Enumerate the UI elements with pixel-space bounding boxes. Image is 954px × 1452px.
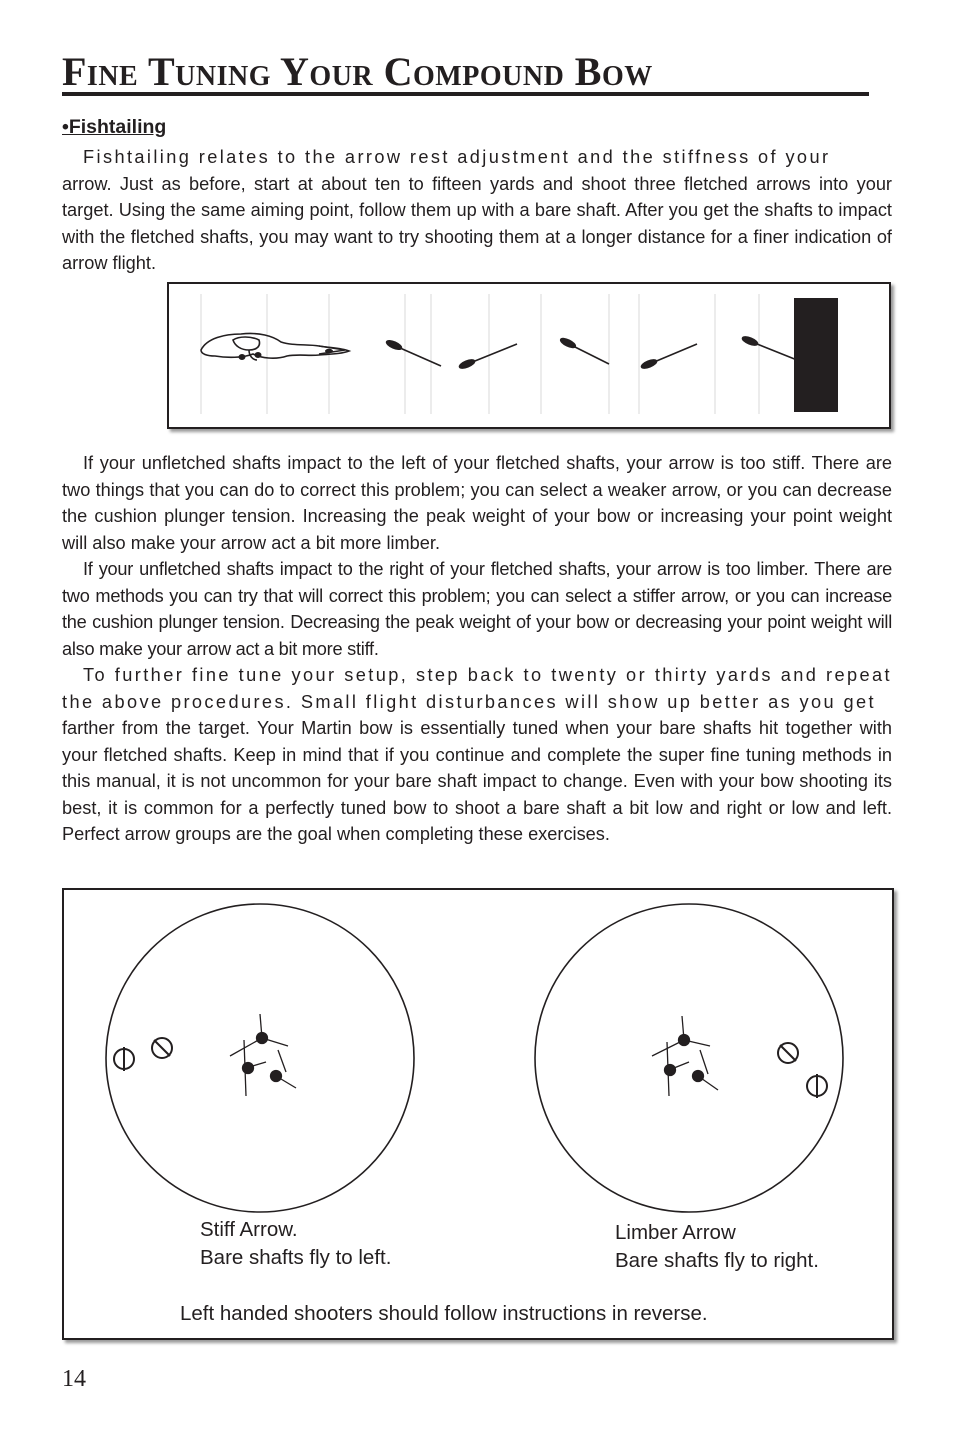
limber-bare-shaft-2 — [807, 1074, 827, 1098]
stiff-fletched-group — [230, 1014, 296, 1096]
archer-hand-icon — [201, 333, 349, 360]
stiff-caption-detail: Bare shafts fly to left. — [200, 1246, 392, 1269]
fine-tune-first-lines: To further fine tune your setup, step back to twenty or thirty yards and repeat the above procedures. Small flight disturbances will show up better as you get — [62, 665, 892, 712]
page-number: 14 — [62, 1366, 86, 1392]
stiff-arrow-target — [106, 904, 414, 1212]
arrow-flight-illustration — [169, 284, 889, 427]
limber-arrow-paragraph: If your unfletched shafts impact to the right of your fletched shafts, your arrow is too limber. There are two methods you can try that will correct this problem; you can select a stiffer arrow, or you can increase the cushion plunger tension. Decreasing the peak weight of your bow or decreasing your point weight will also make your arrow act a bit more stiff. — [62, 559, 892, 659]
arrow-3-fletching — [559, 337, 576, 349]
stiff-caption-title: Stiff Arrow. — [200, 1218, 298, 1241]
arrow-4-fletching — [640, 358, 657, 370]
stiff-bare-shaft-2 — [152, 1038, 172, 1058]
limber-caption-detail: Bare shafts fly to right. — [615, 1249, 819, 1272]
limber-fletched-group — [652, 1016, 718, 1096]
arrow-2-fletching — [458, 358, 475, 370]
limber-arrow-target — [535, 904, 843, 1212]
left-handed-note: Left handed shooters should follow instructions in reverse. — [180, 1302, 708, 1325]
target-impact-figure — [62, 888, 894, 1340]
intro-first-line: Fishtailing relates to the arrow rest adjustment and the stiffness of your — [83, 147, 831, 167]
fishtailing-arrow-flight-figure — [167, 282, 891, 429]
limber-caption-title: Limber Arrow — [615, 1221, 736, 1244]
section-heading-fishtailing: •Fishtailing — [62, 116, 167, 138]
limber-bare-shaft-1 — [778, 1043, 798, 1063]
intro-paragraph: arrow. Just as before, start at about ten to fifteen yards and shoot three fletched arrows into your target. Using the same aiming point, follow them up with a bare shaft. After you get the shafts to impact with the fletched shafts, you may want to try shooting them at a longer distance for a finer indication of arrow flight. — [62, 173, 892, 273]
target-block — [794, 298, 838, 412]
arrow-1-fletching — [385, 339, 402, 351]
arrow-5-fletching — [741, 335, 758, 347]
page-title: Fine Tuning Your Compound Bow — [62, 52, 869, 96]
stiff-arrow-paragraph: If your unfletched shafts impact to the left of your fletched shafts, your arrow is too stiff. There are two things that you can do to correct this problem; you can select a weaker arrow, or you can decrease the cushion plunger tension. Increasing the peak weight of your bow or increasing your point weight will also make your arrow act a bit more limber. — [62, 453, 892, 553]
fine-tune-paragraph: farther from the target. Your Martin bow is essentially tuned when your bare shafts hit together with your fletched shafts. Keep in mind that if you continue and complete the super fine tuning methods in this manual, it is not uncommon for your bare shaft impact to change. Even with your bow shooting its best, it is common for a perfectly tuned bow to shoot a bare shaft a bit low and right or low and left. Perfect arrow groups are the goal when completing these exercises. — [62, 718, 892, 844]
stiff-bare-shaft-1 — [114, 1047, 134, 1071]
